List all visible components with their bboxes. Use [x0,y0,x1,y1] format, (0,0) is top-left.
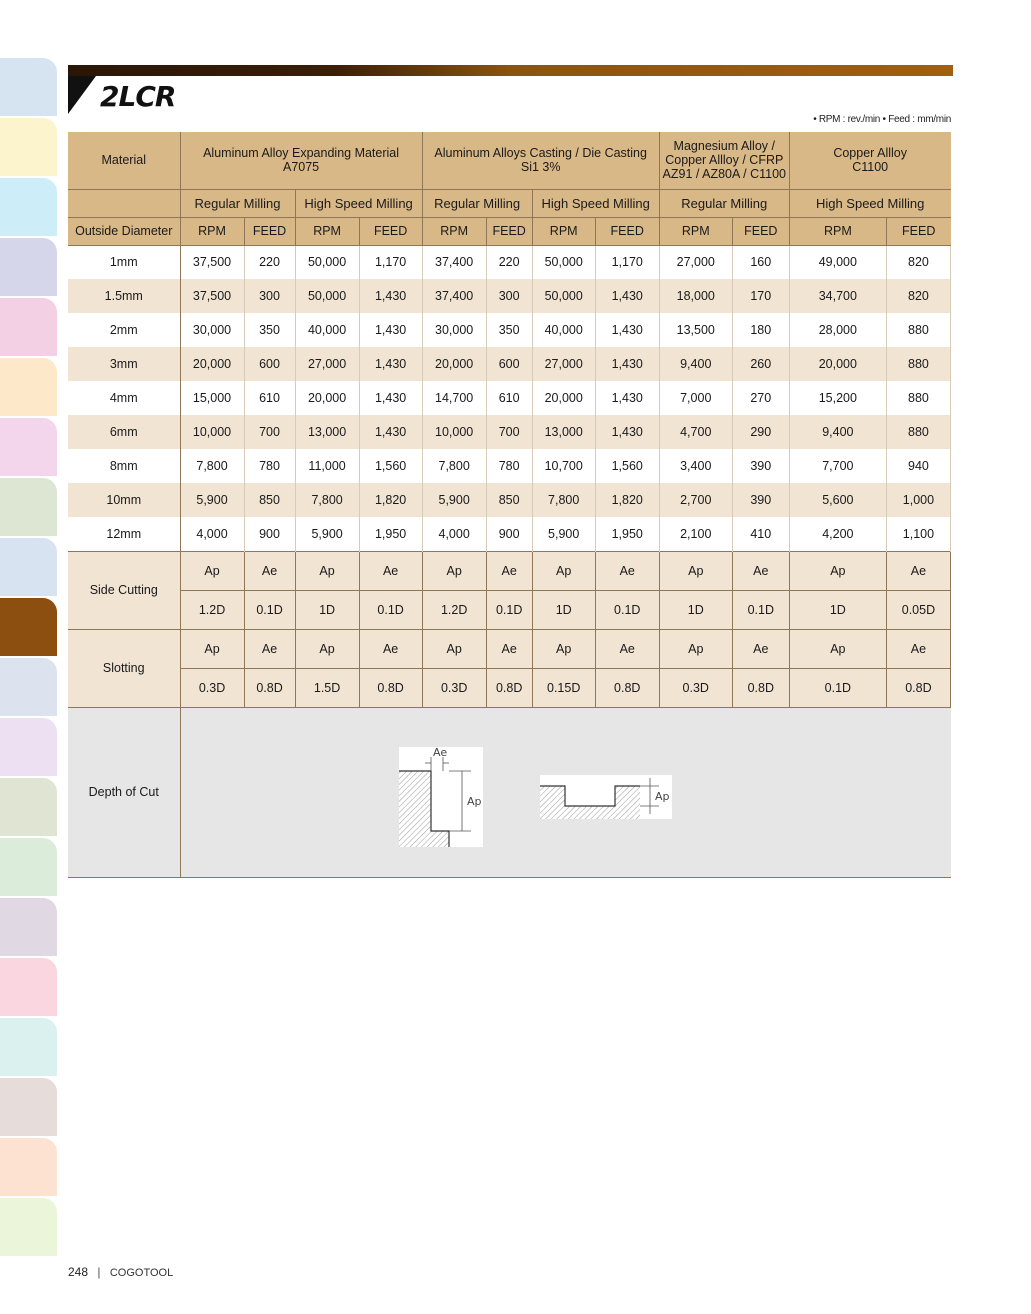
group-header [180,132,422,189]
rpm-cell: 40,000 [295,313,359,347]
slotting-label: Slotting [68,629,180,707]
rpm-cell: 20,000 [422,347,486,381]
rpm-cell: 7,000 [659,381,732,415]
rpm-cell: 5,900 [180,483,244,517]
slotting-value: 0.3D [180,668,244,707]
feed-cell: 610 [244,381,295,415]
slotting-value: 0.15D [532,668,595,707]
color-tab[interactable] [0,178,57,236]
rpm-cell: 20,000 [789,347,886,381]
table-row [68,483,951,517]
feed-cell: 880 [886,347,950,381]
milling-header: High Speed Milling [532,189,659,217]
rpm-cell: 14,700 [422,381,486,415]
rpm-cell: 10,000 [180,415,244,449]
feed-cell: 180 [732,313,789,347]
diameter-cell: 6mm [68,415,180,449]
feed-cell: 900 [244,517,295,551]
feed-cell: 1,000 [886,483,950,517]
rpm-header: RPM [422,217,486,245]
title-block [68,76,176,114]
feed-cell: 290 [732,415,789,449]
color-tab[interactable] [0,898,57,956]
table-row [68,279,951,313]
rpm-cell: 37,500 [180,245,244,279]
rpm-cell: 37,500 [180,279,244,313]
rpm-cell: 28,000 [789,313,886,347]
slotting-param: Ap [422,629,486,668]
rpm-cell: 37,400 [422,279,486,313]
feed-cell: 900 [486,517,532,551]
side-cutting-value: 1.2D [180,590,244,629]
side-cutting-param: Ae [886,551,950,590]
color-tab[interactable] [0,118,57,176]
milling-header: Regular Milling [180,189,295,217]
side-cutting-param: Ae [244,551,295,590]
footer-brand: COGOTOOL [109,1267,174,1279]
feed-cell: 1,430 [595,381,659,415]
feed-cell: 1,430 [359,313,422,347]
feed-header: FEED [595,217,659,245]
color-tab[interactable] [0,58,57,116]
rpm-cell: 7,800 [422,449,486,483]
color-tab[interactable] [0,778,57,836]
rpm-cell: 49,000 [789,245,886,279]
feed-cell: 350 [244,313,295,347]
side-cutting-value: 0.1D [359,590,422,629]
rpm-cell: 34,700 [789,279,886,313]
feed-cell: 160 [732,245,789,279]
color-tab[interactable] [0,658,57,716]
rpm-cell: 11,000 [295,449,359,483]
diameter-cell: 1mm [68,245,180,279]
rpm-cell: 50,000 [295,245,359,279]
page-title: 2LCR [100,80,176,113]
rpm-cell: 30,000 [422,313,486,347]
color-tab[interactable] [0,298,57,356]
feed-cell: 390 [732,483,789,517]
side-cutting-value: 0.1D [486,590,532,629]
diagram1-ap-label: Ap [466,794,482,808]
side-cutting-label: Side Cutting [68,551,180,629]
feed-cell: 220 [244,245,295,279]
rpm-header: RPM [789,217,886,245]
slotting-param: Ap [789,629,886,668]
side-cutting-diagram [399,746,483,847]
rpm-cell: 18,000 [659,279,732,313]
rpm-cell: 20,000 [532,381,595,415]
slotting-value: 1.5D [295,668,359,707]
feed-cell: 820 [886,245,950,279]
side-cutting-value: 1D [789,590,886,629]
depth-of-cut-label: Depth of Cut [68,707,180,877]
feed-cell: 780 [244,449,295,483]
slotting-value: 0.3D [422,668,486,707]
slotting-param: Ae [886,629,950,668]
rpm-header: RPM [295,217,359,245]
rpm-cell: 7,700 [789,449,886,483]
rpm-cell: 9,400 [659,347,732,381]
side-cutting-param: Ae [595,551,659,590]
side-cutting-value: 0.05D [886,590,950,629]
feed-cell: 1,430 [359,415,422,449]
side-cutting-param: Ap [422,551,486,590]
diameter-cell: 10mm [68,483,180,517]
rpm-cell: 20,000 [295,381,359,415]
milling-header: Regular Milling [422,189,532,217]
slotting-param: Ap [295,629,359,668]
group-header [422,132,659,189]
rpm-cell: 15,000 [180,381,244,415]
diagram1-ae-label: Ae [432,745,447,759]
diameter-cell: 12mm [68,517,180,551]
rpm-cell: 15,200 [789,381,886,415]
rpm-cell: 4,000 [422,517,486,551]
slotting-param: Ap [532,629,595,668]
slotting-value: 0.8D [359,668,422,707]
rpm-cell: 2,700 [659,483,732,517]
side-cutting-param: Ae [486,551,532,590]
feed-cell: 1,430 [595,279,659,313]
milling-header: High Speed Milling [789,189,950,217]
feed-cell: 850 [486,483,532,517]
feed-cell: 350 [486,313,532,347]
side-cutting-param: Ap [532,551,595,590]
color-tab[interactable] [0,958,57,1016]
side-cutting-param: Ap [789,551,886,590]
rpm-cell: 27,000 [532,347,595,381]
feed-cell: 1,430 [595,313,659,347]
group-line: AZ91 / AZ80A / C1100 [662,167,786,182]
units-note: • RPM : rev./min • Feed : mm/min [813,114,951,125]
feed-cell: 1,950 [359,517,422,551]
color-tab[interactable] [0,838,57,896]
slotting-value: 0.8D [486,668,532,707]
slotting-param: Ae [244,629,295,668]
side-cutting-value: 1D [295,590,359,629]
rpm-cell: 20,000 [180,347,244,381]
feed-header: FEED [886,217,950,245]
slotting-param: Ap [180,629,244,668]
rpm-cell: 7,800 [180,449,244,483]
rpm-cell: 4,700 [659,415,732,449]
table-row [68,347,951,381]
side-cutting-param: Ap [659,551,732,590]
rpm-cell: 40,000 [532,313,595,347]
group-line: C1100 [852,160,889,175]
rpm-cell: 5,600 [789,483,886,517]
table-row [68,449,951,483]
feed-cell: 780 [486,449,532,483]
footer-separator: | [97,1265,101,1279]
rpm-cell: 4,200 [789,517,886,551]
slotting-value: 0.1D [789,668,886,707]
side-cutting-value: 1D [659,590,732,629]
side-cutting-param: Ap [180,551,244,590]
feed-cell: 1,560 [359,449,422,483]
group-line: Aluminum Alloys Casting / Die Casting [434,146,647,161]
title-notch [68,76,96,114]
slotting-param: Ae [732,629,789,668]
feed-cell: 1,430 [595,415,659,449]
feed-cell: 1,950 [595,517,659,551]
rpm-cell: 37,400 [422,245,486,279]
rpm-cell: 50,000 [295,279,359,313]
outside-diameter-header: Outside Diameter [68,217,180,245]
side-cutting-value: 0.1D [244,590,295,629]
slotting-param: Ae [486,629,532,668]
group-header [659,132,789,189]
feed-cell: 260 [732,347,789,381]
diameter-cell: 4mm [68,381,180,415]
rpm-cell: 13,500 [659,313,732,347]
slotting-value: 0.8D [595,668,659,707]
diagram2-ap-label: Ap [654,789,670,803]
rpm-cell: 27,000 [659,245,732,279]
table-row [68,517,951,551]
side-cutting-value: 1.2D [422,590,486,629]
rpm-cell: 3,400 [659,449,732,483]
rpm-cell: 50,000 [532,279,595,313]
table-row [68,415,951,449]
color-tab[interactable] [0,1138,57,1196]
feed-cell: 270 [732,381,789,415]
side-cutting-value: 1D [532,590,595,629]
footer [68,1265,173,1279]
rpm-cell: 13,000 [532,415,595,449]
color-tab[interactable] [0,478,57,536]
feed-cell: 410 [732,517,789,551]
depth-of-cut-svg [181,708,951,877]
color-tabs [0,58,57,1258]
diameter-cell: 3mm [68,347,180,381]
color-tab[interactable] [0,1018,57,1076]
group-line: Magnesium Alloy / [673,139,775,154]
group-line: Copper Allloy [833,146,907,161]
feed-cell: 1,430 [359,279,422,313]
diameter-cell: 2mm [68,313,180,347]
feed-cell: 1,430 [595,347,659,381]
rpm-cell: 13,000 [295,415,359,449]
color-tab[interactable] [0,1078,57,1136]
rpm-cell: 5,900 [422,483,486,517]
feed-cell: 1,560 [595,449,659,483]
feed-cell: 1,430 [359,381,422,415]
feed-cell: 850 [244,483,295,517]
side-cutting-param: Ae [732,551,789,590]
side-cutting-value: 0.1D [732,590,789,629]
table-row [68,381,951,415]
color-tab[interactable] [0,538,57,596]
material-header: Material [68,132,180,189]
group-line: A7075 [282,160,320,175]
feed-cell: 700 [486,415,532,449]
feed-cell: 1,430 [359,347,422,381]
feed-header: FEED [244,217,295,245]
feed-header: FEED [732,217,789,245]
material-header-spacer [68,189,180,217]
color-tab[interactable] [0,718,57,776]
cutting-conditions-table [68,132,951,878]
feed-cell: 390 [732,449,789,483]
feed-cell: 1,100 [886,517,950,551]
rpm-header: RPM [180,217,244,245]
rpm-cell: 50,000 [532,245,595,279]
header-bar [68,65,953,76]
rpm-cell: 2,100 [659,517,732,551]
feed-cell: 1,820 [595,483,659,517]
slotting-value: 0.8D [244,668,295,707]
feed-cell: 1,820 [359,483,422,517]
depth-of-cut-diagrams [180,707,951,877]
group-line: Si1 3% [520,160,561,175]
diameter-cell: 8mm [68,449,180,483]
color-tab[interactable] [0,1198,57,1256]
rpm-header: RPM [659,217,732,245]
slotting-param: Ap [659,629,732,668]
color-tab[interactable] [0,598,57,656]
slotting-value: 0.8D [886,668,950,707]
feed-cell: 220 [486,245,532,279]
rpm-cell: 30,000 [180,313,244,347]
color-tab[interactable] [0,358,57,416]
slotting-value: 0.3D [659,668,732,707]
page-number: 248 [68,1265,89,1279]
rpm-cell: 10,700 [532,449,595,483]
table-row [68,245,951,279]
feed-cell: 1,170 [595,245,659,279]
group-line: Aluminum Alloy Expanding Material [203,146,400,161]
rpm-cell: 7,800 [295,483,359,517]
feed-cell: 880 [886,381,950,415]
group-line: Copper Allloy / CFRP [665,153,784,168]
milling-header: Regular Milling [659,189,789,217]
feed-cell: 880 [886,313,950,347]
diameter-cell: 1.5mm [68,279,180,313]
feed-cell: 600 [244,347,295,381]
slotting-param: Ae [359,629,422,668]
feed-cell: 700 [244,415,295,449]
rpm-cell: 5,900 [295,517,359,551]
slotting-value: 0.8D [732,668,789,707]
feed-cell: 1,170 [359,245,422,279]
feed-cell: 300 [486,279,532,313]
feed-cell: 300 [244,279,295,313]
feed-cell: 610 [486,381,532,415]
group-header [789,132,950,189]
feed-cell: 170 [732,279,789,313]
side-cutting-value: 0.1D [595,590,659,629]
rpm-cell: 5,900 [532,517,595,551]
rpm-cell: 10,000 [422,415,486,449]
feed-cell: 600 [486,347,532,381]
feed-header: FEED [486,217,532,245]
side-cutting-param: Ae [359,551,422,590]
slotting-diagram [540,775,672,819]
rpm-cell: 27,000 [295,347,359,381]
rpm-cell: 4,000 [180,517,244,551]
color-tab[interactable] [0,238,57,296]
feed-header: FEED [359,217,422,245]
feed-cell: 880 [886,415,950,449]
rpm-header: RPM [532,217,595,245]
milling-header: High Speed Milling [295,189,422,217]
slotting-param: Ae [595,629,659,668]
side-cutting-param: Ap [295,551,359,590]
color-tab[interactable] [0,418,57,476]
feed-cell: 820 [886,279,950,313]
rpm-cell: 9,400 [789,415,886,449]
feed-cell: 940 [886,449,950,483]
rpm-cell: 7,800 [532,483,595,517]
table-row [68,313,951,347]
